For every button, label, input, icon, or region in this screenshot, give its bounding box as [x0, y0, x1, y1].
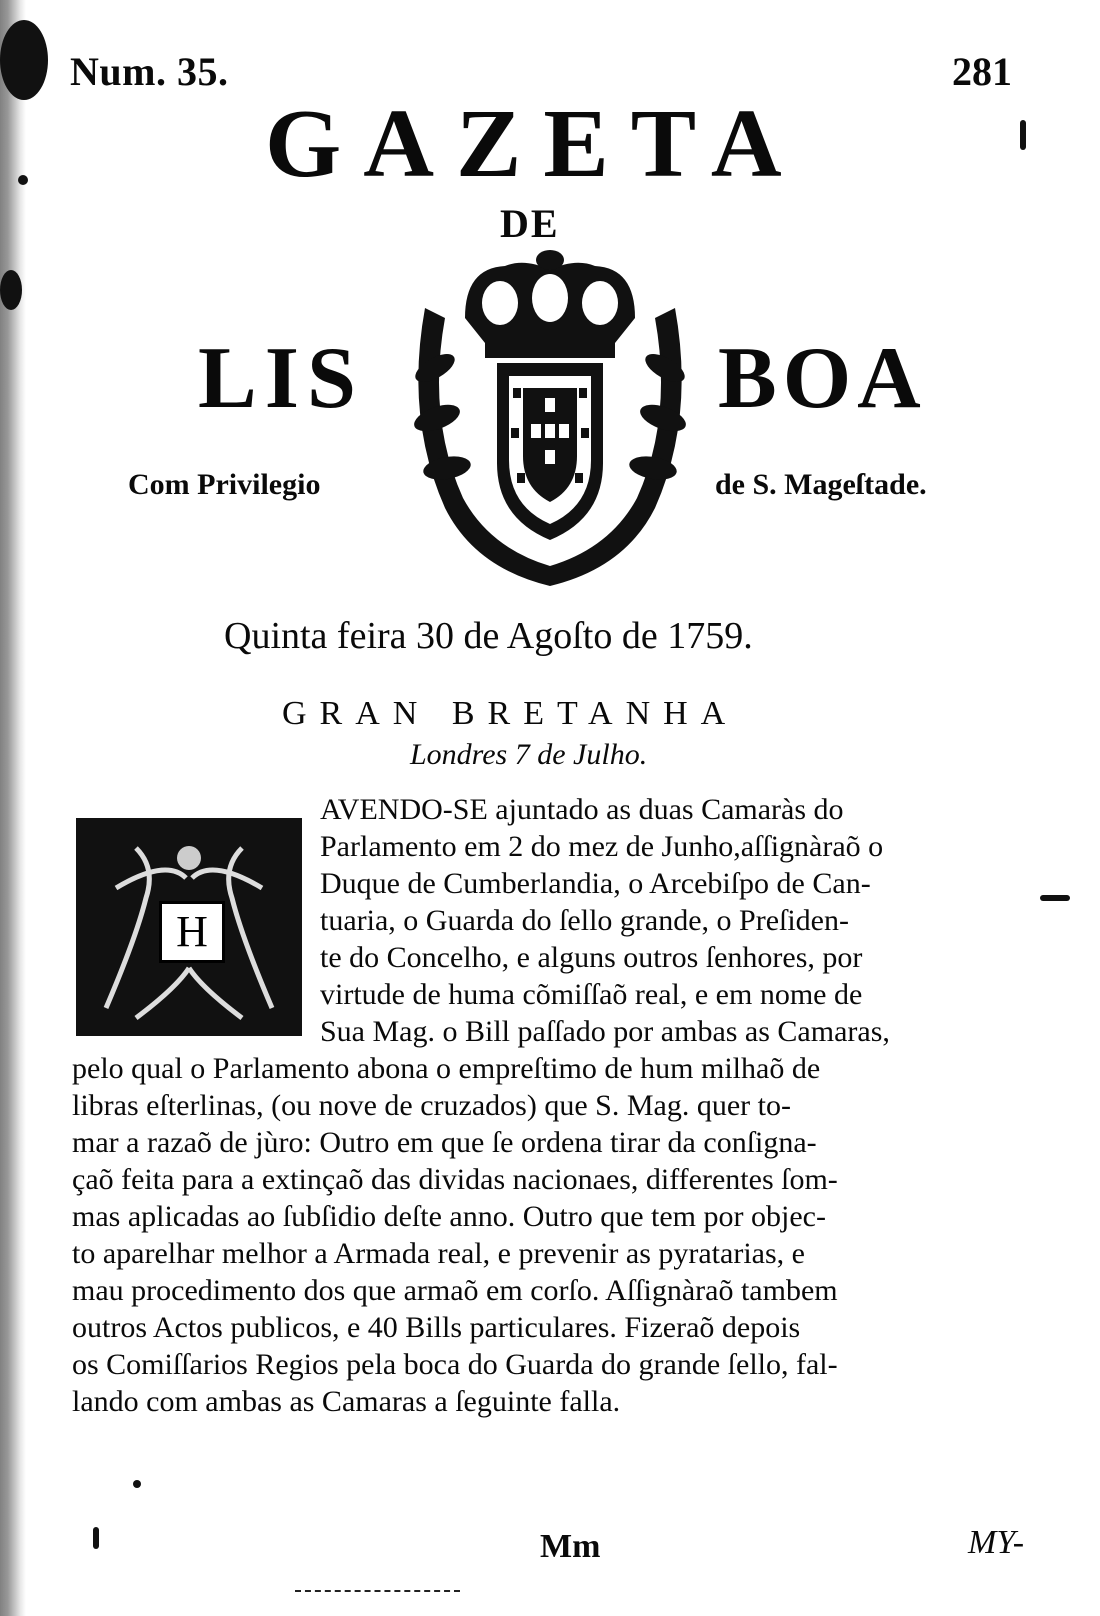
royal-coat-of-arms-icon	[405, 248, 695, 588]
masthead-connector: DE	[500, 201, 560, 246]
body-line: te do Concelho, e alguns outros ſenhores, por	[320, 941, 863, 974]
body-line: AVENDO-SE ajuntado as duas Camaràs do	[320, 793, 844, 826]
body-line: Duque de Cumberlandia, o Arcebiſpo de Can-	[320, 867, 871, 900]
body-line: mar a razaõ de jùro: Outro em que ſe ordena tirar da conſigna-	[72, 1126, 817, 1159]
masthead-city-right: BOA	[718, 330, 927, 427]
body-line: os Comiſſarios Regios pela boca do Guarda do grande ſello, fal-	[72, 1348, 838, 1381]
masthead-title: GAZETA	[265, 90, 804, 198]
page-number: 281	[952, 49, 1012, 94]
body-line: Parlamento em 2 do mez de Junho,aſſignàraõ o	[320, 830, 884, 863]
printer-signature-mark: Mm	[540, 1528, 601, 1565]
privilege-text-left: Com Privilegio	[128, 468, 321, 501]
body-line: tuaria, o Guarda do ſello grande, o Preſiden-	[320, 904, 849, 937]
body-line: libras eſterlinas, (ou nove de cruzados) que S. Mag. quer to-	[72, 1089, 791, 1122]
masthead-city-left: LIS	[198, 330, 364, 427]
body-line: mas aplicadas ao ſubſidio deſte anno. Outro que tem por objec-	[72, 1200, 826, 1233]
scan-edge-shadow	[0, 0, 26, 1616]
issue-number: Num. 35.	[70, 49, 229, 94]
body-line: lando com ambas as Camaras a ſeguinte falla.	[72, 1385, 621, 1418]
body-line: pelo qual o Parlamento abona o empreſtimo de hum milhaõ de	[72, 1052, 821, 1085]
body-line: virtude de huma cõmiſſaõ real, e em nome de	[320, 978, 863, 1011]
body-line: Sua Mag. o Bill paſſado por ambas as Camaras,	[320, 1015, 890, 1048]
ink-blot	[18, 175, 28, 185]
body-line: çaõ feita para a extinçaõ das dividas nacionaes, differentes ſom-	[72, 1163, 838, 1196]
issue-dateline: Quinta feira 30 de Agoſto de 1759.	[224, 615, 753, 657]
decorative-initial	[76, 818, 302, 1036]
section-country-heading: GRAN BRETANHA	[282, 695, 739, 732]
section-place-date: Londres 7 de Julho.	[410, 738, 648, 771]
ink-blot	[1040, 895, 1070, 901]
ink-blot	[0, 270, 22, 310]
ink-blot	[0, 20, 48, 100]
initial-letter: H	[159, 901, 225, 963]
body-line: to aparelhar melhor a Armada real, e prevenir as pyratarias, e	[72, 1237, 805, 1270]
catchword: MY-	[968, 1524, 1025, 1561]
ink-blot	[1020, 120, 1026, 150]
body-line: outros Actos publicos, e 40 Bills particulares. Fizeraõ depois	[72, 1311, 801, 1344]
body-line: mau procedimento dos que armaõ em corſo. Aſſignàraõ tambem	[72, 1274, 838, 1307]
privilege-text-right: de S. Mageſtade.	[715, 468, 927, 501]
dotted-rule	[295, 1590, 460, 1592]
ink-blot	[133, 1480, 141, 1488]
ink-blot	[93, 1527, 99, 1549]
